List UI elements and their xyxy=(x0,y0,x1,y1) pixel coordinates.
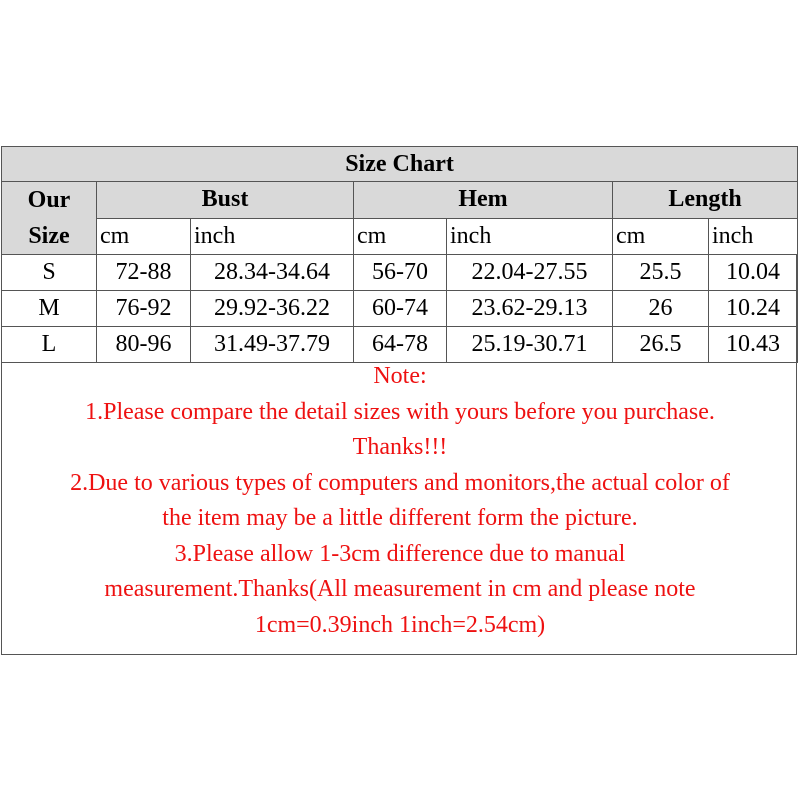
size-table xyxy=(1,146,798,363)
table-cell: 56-70 xyxy=(354,255,447,291)
table-cell: 64-78 xyxy=(354,327,447,363)
size-label: L xyxy=(2,327,97,363)
table-cell: 22.04-27.55 xyxy=(447,255,613,291)
table-row xyxy=(2,327,798,363)
note-line: 2.Due to various types of computers and monitors,the actual color of xyxy=(70,469,730,496)
size-column-header xyxy=(2,182,97,255)
hem-header: Hem xyxy=(354,182,613,219)
table-cell: 25.5 xyxy=(613,255,709,291)
table-row xyxy=(2,255,798,291)
table-cell: 31.49-37.79 xyxy=(191,327,354,363)
table-cell: 28.34-34.64 xyxy=(191,255,354,291)
unit-header: inch xyxy=(191,218,354,255)
table-cell: 29.92-36.22 xyxy=(191,291,354,327)
size-header-line-1: Our xyxy=(27,187,71,213)
table-cell: 10.24 xyxy=(709,291,798,327)
unit-header: cm xyxy=(354,218,447,255)
table-cell: 76-92 xyxy=(97,291,191,327)
table-cell: 26 xyxy=(613,291,709,327)
note-line: the item may be a little different form the picture. xyxy=(162,505,638,531)
note-line: 1.Please compare the detail sizes with yours before you purchase. xyxy=(85,398,715,425)
table-cell: 60-74 xyxy=(354,291,447,327)
chart-title: Size Chart xyxy=(2,147,798,182)
table-cell: 26.5 xyxy=(613,327,709,363)
table-cell: 23.62-29.13 xyxy=(447,291,613,327)
bust-header: Bust xyxy=(97,182,354,219)
note-line: Thanks!!! xyxy=(352,434,448,460)
length-header: Length xyxy=(613,182,798,219)
size-chart xyxy=(1,146,797,655)
note-heading: Note: xyxy=(373,363,427,389)
table-cell: 80-96 xyxy=(97,327,191,363)
table-cell: 10.43 xyxy=(709,327,798,363)
table-cell: 25.19-30.71 xyxy=(447,327,613,363)
unit-header: inch xyxy=(709,218,798,255)
table-cell: 72-88 xyxy=(97,255,191,291)
unit-header: cm xyxy=(97,218,191,255)
table-row xyxy=(2,291,798,327)
note-line: measurement.Thanks(All measurement in cm and please note xyxy=(104,576,696,602)
unit-header: inch xyxy=(447,218,613,255)
table-cell: 10.04 xyxy=(709,255,798,291)
unit-header: cm xyxy=(613,218,709,255)
notes-section xyxy=(2,359,798,643)
size-label: M xyxy=(2,291,97,327)
note-line: 1cm=0.39inch 1inch=2.54cm) xyxy=(254,611,546,638)
size-header-line-2: Size xyxy=(28,223,70,249)
note-line: 3.Please allow 1-3cm difference due to manual xyxy=(174,540,626,567)
size-label: S xyxy=(2,255,97,291)
